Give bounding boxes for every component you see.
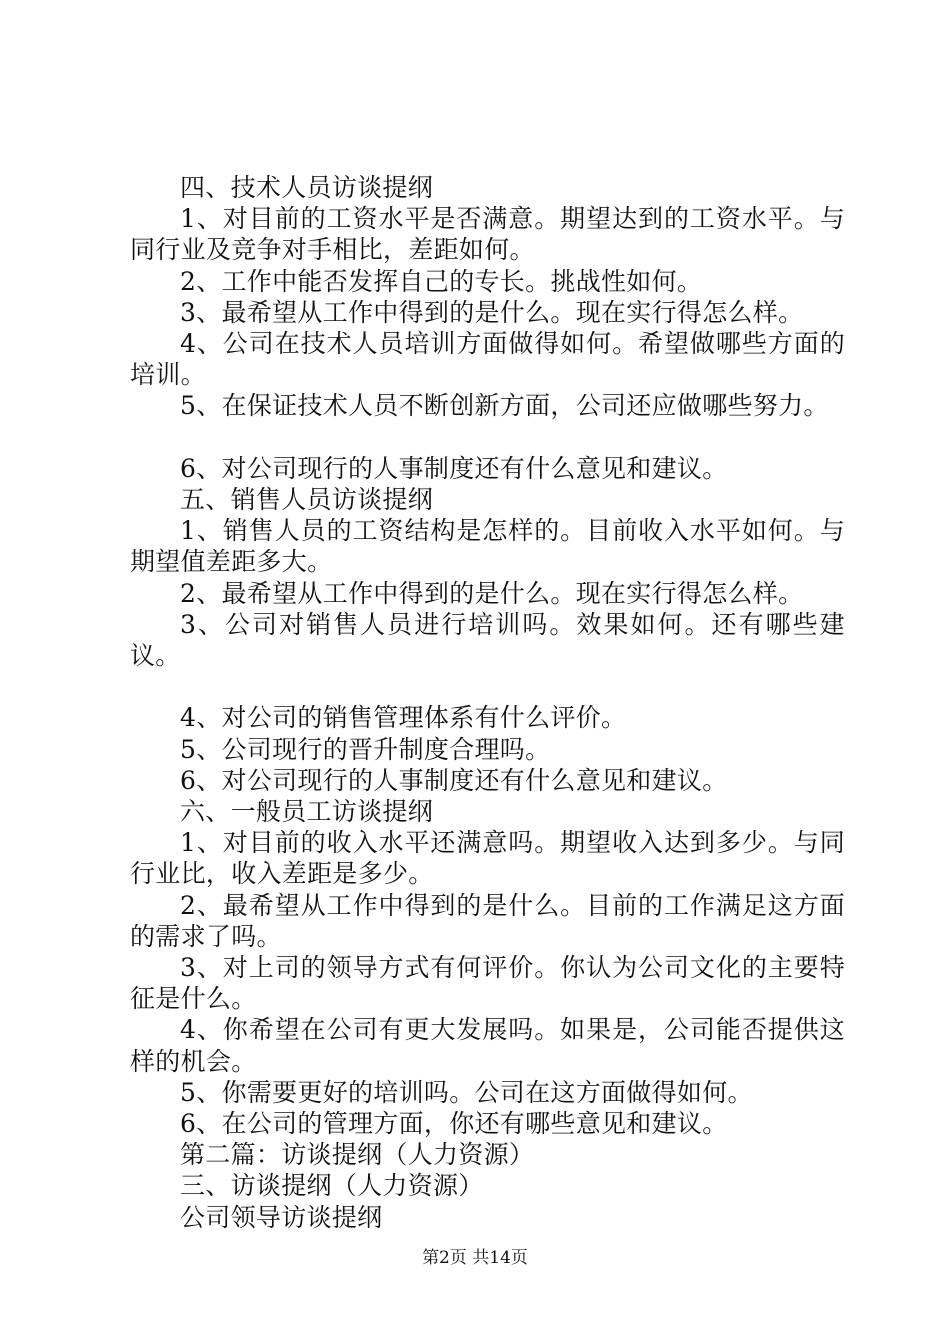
section-heading-sales: 五、销售人员访谈提纲 bbox=[180, 485, 434, 515]
question-paragraph: 1、销售人员的工资结构是怎样的。目前收入水平如何。与期望值差距多大。 bbox=[130, 516, 845, 577]
section-heading: 公司领导访谈提纲 bbox=[180, 1202, 383, 1232]
question-paragraph: 1、对目前的工资水平是否满意。期望达到的工资水平。与同行业及竞争对手相比，差距如何。 bbox=[130, 204, 845, 265]
section-heading: 三、访谈提纲（人力资源） bbox=[180, 1171, 484, 1201]
question-paragraph: 2、最希望从工作中得到的是什么。目前的工作满足这方面的需求了吗。 bbox=[130, 890, 845, 951]
question-paragraph: 4、公司在技术人员培训方面做得如何。希望做哪些方面的培训。 bbox=[130, 329, 845, 390]
question-paragraph: 5、你需要更好的培训吗。公司在这方面做得如何。 bbox=[180, 1077, 753, 1107]
document-body bbox=[130, 172, 845, 1233]
question-paragraph: 6、对公司现行的人事制度还有什么意见和建议。 bbox=[180, 765, 728, 795]
question-paragraph: 5、在保证技术人员不断创新方面，公司还应做哪些努力。 bbox=[180, 391, 829, 421]
question-paragraph: 1、对目前的收入水平还满意吗。期望收入达到多少。与同行业比，收入差距是多少。 bbox=[130, 828, 845, 889]
question-paragraph: 6、对公司现行的人事制度还有什么意见和建议。 bbox=[180, 453, 728, 483]
section-heading-general-staff: 六、一般员工访谈提纲 bbox=[180, 797, 434, 827]
question-paragraph: 5、公司现行的晋升制度合理吗。 bbox=[180, 734, 551, 764]
question-paragraph: 2、工作中能否发挥自己的专长。挑战性如何。 bbox=[180, 266, 703, 296]
section-heading-technical: 四、技术人员访谈提纲 bbox=[180, 173, 434, 202]
question-paragraph: 4、对公司的销售管理体系有什么评价。 bbox=[180, 703, 627, 733]
question-paragraph: 4、你希望在公司有更大发展吗。如果是，公司能否提供这样的机会。 bbox=[130, 1015, 845, 1076]
question-paragraph: 2、最希望从工作中得到的是什么。现在实行得怎么样。 bbox=[180, 578, 804, 608]
question-paragraph: 3、最希望从工作中得到的是什么。现在实行得怎么样。 bbox=[180, 297, 804, 327]
chapter-heading: 第二篇：访谈提纲（人力资源） bbox=[180, 1140, 535, 1170]
page-number-footer: 第2页 共14页 bbox=[422, 1248, 528, 1268]
question-paragraph: 3、公司对销售人员进行培训吗。效果如何。还有哪些建议。 bbox=[130, 609, 845, 671]
question-paragraph: 6、在公司的管理方面，你还有哪些意见和建议。 bbox=[180, 1109, 728, 1139]
question-paragraph: 3、对上司的领导方式有何评价。你认为公司文化的主要特征是什么。 bbox=[130, 953, 845, 1014]
